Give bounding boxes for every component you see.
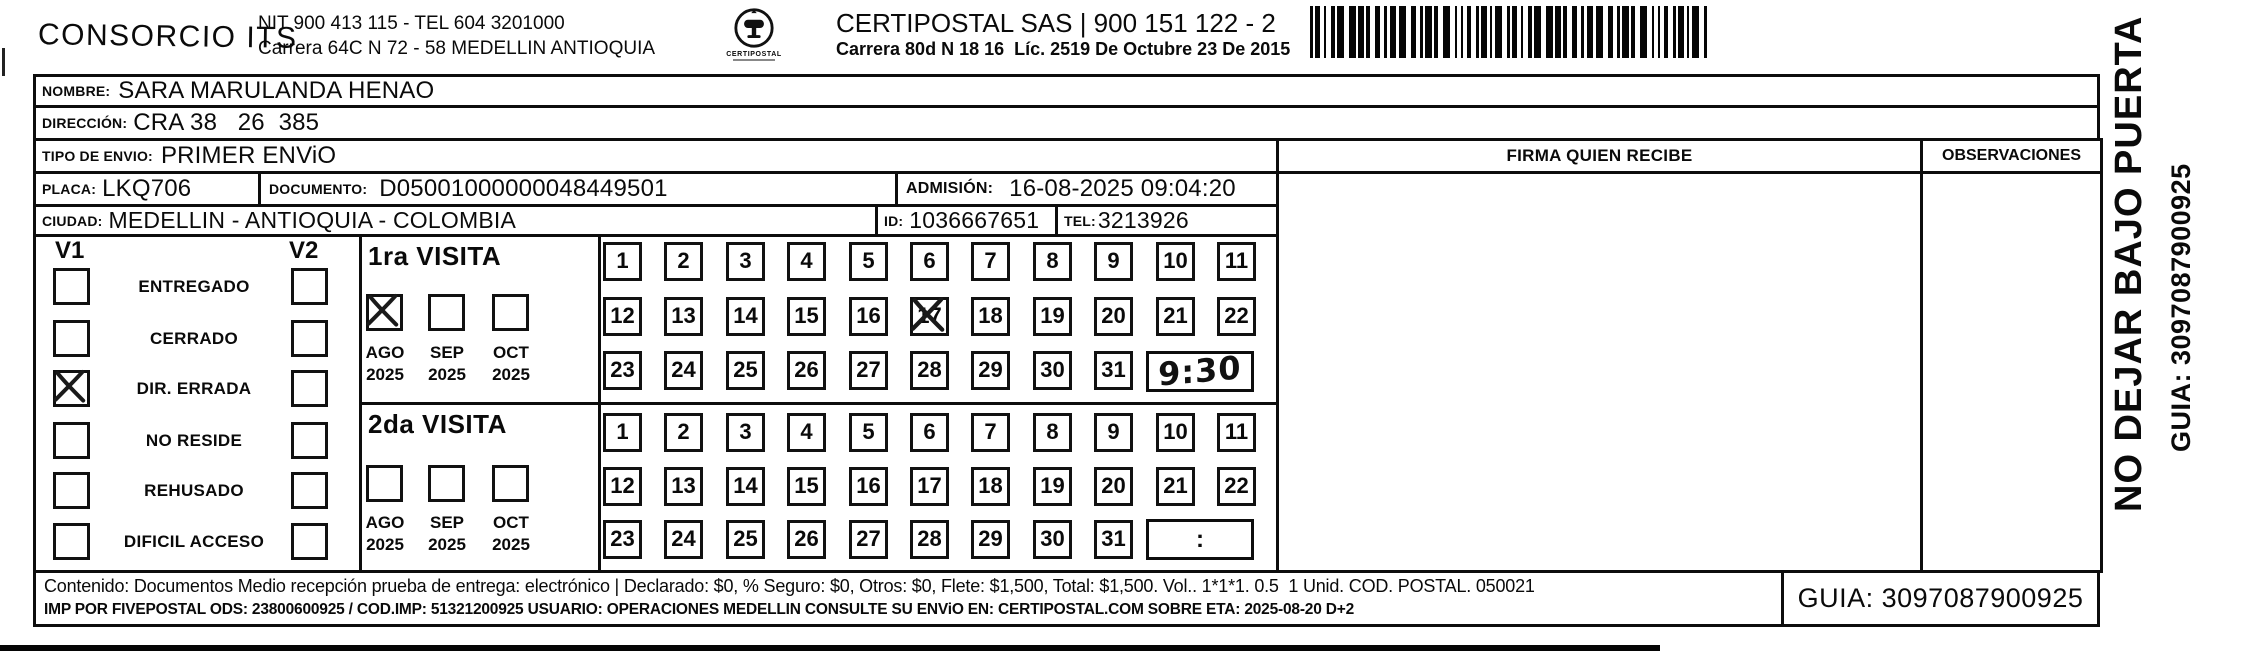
handwritten-x-mark — [52, 368, 88, 405]
month-label: AGO — [365, 513, 405, 532]
month-year-label: 2025 — [366, 365, 404, 384]
day-box-28: 28 — [910, 520, 949, 559]
day-box-18: 18 — [971, 297, 1010, 336]
day-box-1: 1 — [603, 242, 642, 281]
admision-label: ADMISIÓN: — [906, 180, 994, 197]
day-box-30: 30 — [1033, 351, 1072, 390]
time-colon-placeholder: : — [1196, 526, 1204, 553]
day-box-7: 7 — [971, 413, 1010, 452]
v1-column-header: V1 — [55, 237, 85, 264]
day-box-23: 23 — [603, 351, 642, 390]
day-box-8: 8 — [1033, 413, 1072, 452]
barcode-bar — [1337, 6, 1344, 58]
v1-checkbox-dir-errada — [53, 370, 90, 407]
status-option-label: REHUSADO — [144, 481, 244, 500]
day-box-23: 23 — [603, 520, 642, 559]
second-visit-title: 2da VISITA — [368, 409, 507, 439]
barcode-bar — [1358, 6, 1364, 58]
barcode-bar — [1384, 6, 1387, 58]
guia-number-box — [1781, 570, 2100, 627]
v2-checkbox-cerrado — [291, 320, 328, 357]
sender-nit-line: NIT 900 413 115 - TEL 604 3201000 — [258, 13, 565, 34]
day-box-5: 5 — [849, 413, 888, 452]
day-box-15: 15 — [787, 297, 826, 336]
placa-label: PLACA: — [42, 181, 97, 197]
day-box-11: 11 — [1217, 413, 1256, 452]
v2-checkbox-dir-errada — [291, 370, 328, 407]
day-box-4: 4 — [787, 413, 826, 452]
barcode-bar — [1507, 6, 1510, 58]
day-box-10: 10 — [1156, 413, 1195, 452]
month-checkbox-oct — [492, 465, 529, 502]
barcode-bar — [1608, 6, 1613, 58]
day-box-13: 13 — [664, 297, 703, 336]
day-box-19: 19 — [1033, 467, 1072, 506]
day-box-29: 29 — [971, 520, 1010, 559]
barcode-bar — [1481, 6, 1487, 58]
barcode-bar — [1411, 6, 1416, 58]
admision-value: 16-08-2025 09:04:20 — [1009, 175, 1236, 202]
tel-label: TEL: — [1064, 212, 1096, 229]
barcode-bar — [1596, 6, 1603, 58]
direccion-label: DIRECCIÓN: — [42, 115, 128, 131]
barcode-bar — [1434, 6, 1438, 58]
day-box-29: 29 — [971, 351, 1010, 390]
barcode-bar — [1528, 6, 1532, 58]
second-visit-time-box — [1146, 519, 1254, 560]
placa-value: LKQ706 — [102, 175, 192, 202]
day-box-5: 5 — [849, 242, 888, 281]
day-box-22: 22 — [1217, 467, 1256, 506]
barcode-bar — [1521, 6, 1523, 58]
sender-address-block — [258, 11, 655, 61]
month-year-label: 2025 — [428, 535, 466, 554]
day-box-18: 18 — [971, 467, 1010, 506]
month-year-label: 2025 — [492, 365, 530, 384]
ciudad-value: MEDELLIN - ANTIOQUIA - COLOMBIA — [108, 207, 517, 233]
barcode-bar — [1555, 6, 1561, 58]
day-box-15: 15 — [787, 467, 826, 506]
barcode-bar — [1678, 6, 1684, 58]
barcode-bar — [1687, 6, 1689, 58]
barcode-bar — [1692, 6, 1699, 58]
day-box-3: 3 — [726, 413, 765, 452]
barcode-bar — [1622, 6, 1629, 58]
barcode-bar — [1476, 6, 1479, 58]
day-box-9: 9 — [1094, 242, 1133, 281]
barcode-bar — [1490, 6, 1492, 58]
observaciones-area — [1920, 171, 2103, 573]
day-box-22: 22 — [1217, 297, 1256, 336]
month-checkbox-ago — [366, 465, 403, 502]
barcode-bar — [1495, 6, 1502, 58]
no-dejar-bajo-puerta-vertical-text: NO DEJAR BAJO PUERTA — [2108, 15, 2150, 512]
status-option-label: DIFICIL ACCESO — [123, 532, 265, 551]
day-box-12: 12 — [603, 297, 642, 336]
status-option-label: DIR. ERRADA — [136, 379, 252, 398]
day-box-14: 14 — [726, 297, 765, 336]
barcode-bar — [1399, 6, 1406, 58]
day-box-2: 2 — [664, 242, 703, 281]
day-box-28: 28 — [910, 351, 949, 390]
day-box-11: 11 — [1217, 242, 1256, 281]
v2-checkbox-rehusado — [291, 472, 328, 509]
day-box-9: 9 — [1094, 413, 1133, 452]
month-checkbox-oct — [492, 294, 529, 331]
barcode-bar — [1617, 6, 1620, 58]
sender-street-line: Carrera 64C N 72 - 58 MEDELLIN ANTIOQUIA — [258, 38, 656, 59]
day-box-6: 6 — [910, 242, 949, 281]
month-label: AGO — [365, 343, 405, 362]
day-box-24: 24 — [664, 520, 703, 559]
month-checkbox-sep — [428, 465, 465, 502]
day-box-17: 17 — [910, 297, 949, 336]
day-box-25: 25 — [726, 520, 765, 559]
status-option-label: NO RESIDE — [145, 431, 243, 450]
scan-artifact-mark — [2, 48, 5, 76]
month-label: SEP — [429, 513, 465, 532]
v1-checkbox-dificil-acceso — [53, 523, 90, 560]
guia-vertical-text: GUIA: 3097087900925 — [2166, 163, 2196, 452]
v1-checkbox-no-reside — [53, 422, 90, 459]
certipostal-name-line: CERTIPOSTAL SAS | 900 151 122 - 2 — [836, 8, 1276, 38]
barcode-bar — [1652, 6, 1654, 58]
day-box-4: 4 — [787, 242, 826, 281]
v1-checkbox-rehusado — [53, 472, 90, 509]
imp-fivepostal-line: IMP POR FIVEPOSTAL ODS: 23800600925 / COD.IMP: 51321200925 USUARIO: OPERACIONES MEDELLIN CONSULTE SU ENViO EN: CERTIPOSTAL.COM SOBRE ETA: 2025-08-20 D+2 — [44, 601, 1354, 618]
month-year-label: 2025 — [366, 535, 404, 554]
first-visit-title: 1ra VISITA — [368, 241, 502, 271]
barcode-bar — [1563, 6, 1567, 58]
status-option-label: ENTREGADO — [138, 277, 250, 296]
handwritten-x-mark — [365, 292, 401, 329]
day-box-13: 13 — [664, 467, 703, 506]
day-box-16: 16 — [849, 467, 888, 506]
month-label: SEP — [429, 343, 465, 362]
scan-artifact-line — [0, 645, 1660, 651]
barcode-bar — [1534, 6, 1541, 58]
first-visit-time-box — [1146, 348, 1254, 394]
barcode-bar — [1375, 6, 1380, 58]
day-box-31: 31 — [1094, 351, 1133, 390]
day-box-26: 26 — [787, 520, 826, 559]
observaciones-header: OBSERVACIONES — [1942, 147, 2081, 164]
logo-underline — [733, 59, 775, 61]
v2-checkbox-dificil-acceso — [291, 523, 328, 560]
barcode-bar — [1658, 6, 1660, 58]
barcode-bar — [1349, 6, 1356, 58]
barcode-bar — [1366, 6, 1370, 58]
barcode-bar — [1390, 6, 1396, 58]
day-box-21: 21 — [1156, 467, 1195, 506]
day-box-27: 27 — [849, 351, 888, 390]
firma-signature-area — [1276, 171, 1923, 573]
day-box-12: 12 — [603, 467, 642, 506]
company-name: CONSORCIO ITS — [37, 18, 298, 55]
v2-checkbox-entregado — [291, 268, 328, 305]
day-box-6: 6 — [910, 413, 949, 452]
tipo-envio-value: PRIMER ENViO — [160, 142, 337, 169]
barcode-bar — [1455, 6, 1457, 58]
day-box-30: 30 — [1033, 520, 1072, 559]
day-box-2: 2 — [664, 413, 703, 452]
v1-checkbox-cerrado — [53, 320, 90, 357]
contenido-line: Contenido: Documentos Medio recepción prueba de entrega: electrónico | Declarado: $0, % Seguro: $0, Otros: $0, Flete: $1,500, Total: $1,500. Vol.. 1*1*1. 0.5 1 Unid. COD. POSTAL. 050021 — [44, 576, 1535, 596]
tipo-envio-label: TIPO DE ENVIO: — [42, 148, 153, 164]
barcode-bar — [1572, 6, 1577, 58]
id-value: 1036667651 — [909, 207, 1040, 233]
month-label: OCT — [493, 343, 529, 362]
barcode-bar — [1673, 6, 1676, 58]
documento-value: D05001000000048449501 — [379, 175, 668, 202]
barcode-bar — [1640, 6, 1647, 58]
status-option-label: CERRADO — [149, 329, 239, 348]
barcode-bar — [1461, 6, 1463, 58]
barcode-bar — [1631, 6, 1635, 58]
firma-quien-recibe-header: FIRMA QUIEN RECIBE — [1506, 146, 1693, 165]
barcode-bar — [1420, 6, 1423, 58]
logo-wordmark: CERTIPOSTAL — [726, 51, 782, 58]
barcode-bar — [1324, 6, 1326, 58]
day-box-24: 24 — [664, 351, 703, 390]
handwritten-x-mark — [909, 295, 947, 334]
day-box-31: 31 — [1094, 520, 1133, 559]
nombre-label: NOMBRE: — [42, 83, 111, 99]
day-box-20: 20 — [1094, 297, 1133, 336]
month-checkbox-ago — [366, 294, 403, 331]
barcode-bar — [1310, 6, 1313, 58]
barcode-bar — [1331, 6, 1335, 58]
id-label: ID: — [884, 212, 904, 229]
month-label: OCT — [493, 513, 529, 532]
day-box-1: 1 — [603, 413, 642, 452]
shipment-details-box — [33, 570, 1784, 627]
day-box-21: 21 — [1156, 297, 1195, 336]
day-box-19: 19 — [1033, 297, 1072, 336]
certipostal-address-block — [836, 8, 1290, 60]
day-box-3: 3 — [726, 242, 765, 281]
day-box-27: 27 — [849, 520, 888, 559]
month-year-label: 2025 — [428, 365, 466, 384]
documento-label: DOCUMENTO: — [269, 181, 368, 197]
day-box-10: 10 — [1156, 242, 1195, 281]
day-box-7: 7 — [971, 242, 1010, 281]
guia-number-value: GUIA: 3097087900925 — [1797, 583, 2084, 613]
handwritten-time-note: 9:30 — [1158, 348, 1242, 394]
tel-value: 3213926 — [1097, 207, 1189, 233]
day-box-25: 25 — [726, 351, 765, 390]
month-checkbox-sep — [428, 294, 465, 331]
second-visit-month-panel — [359, 402, 601, 573]
barcode — [1310, 6, 1723, 58]
barcode-bar — [1664, 6, 1668, 58]
month-year-label: 2025 — [492, 535, 530, 554]
ciudad-label: CIUDAD: — [42, 212, 103, 229]
nombre-value: SARA MARULANDA HENAO — [118, 77, 435, 104]
posthorn-emblem-icon — [732, 6, 776, 50]
v1-checkbox-entregado — [53, 268, 90, 305]
barcode-bar — [1546, 6, 1553, 58]
barcode-bar — [1425, 6, 1432, 58]
barcode-bar — [1581, 6, 1584, 58]
barcode-bar — [1704, 6, 1707, 58]
certipostal-logo — [726, 6, 782, 61]
day-box-20: 20 — [1094, 467, 1133, 506]
day-box-16: 16 — [849, 297, 888, 336]
v2-checkbox-no-reside — [291, 422, 328, 459]
day-box-14: 14 — [726, 467, 765, 506]
delivery-status-panel — [33, 234, 362, 573]
certipostal-street-line: Carrera 80d N 18 16 Líc. 2519 De Octubre 23 De 2015 — [836, 39, 1291, 59]
barcode-bar — [1512, 6, 1517, 58]
barcode-bar — [1443, 6, 1450, 58]
barcode-bar — [1587, 6, 1593, 58]
direccion-value: CRA 38 26 385 — [133, 109, 320, 136]
day-box-17: 17 — [910, 467, 949, 506]
barcode-bar — [1467, 6, 1471, 58]
v2-column-header: V2 — [289, 237, 319, 264]
day-box-8: 8 — [1033, 242, 1072, 281]
barcode-bar — [1315, 6, 1320, 58]
day-box-26: 26 — [787, 351, 826, 390]
first-visit-month-panel — [359, 234, 601, 405]
